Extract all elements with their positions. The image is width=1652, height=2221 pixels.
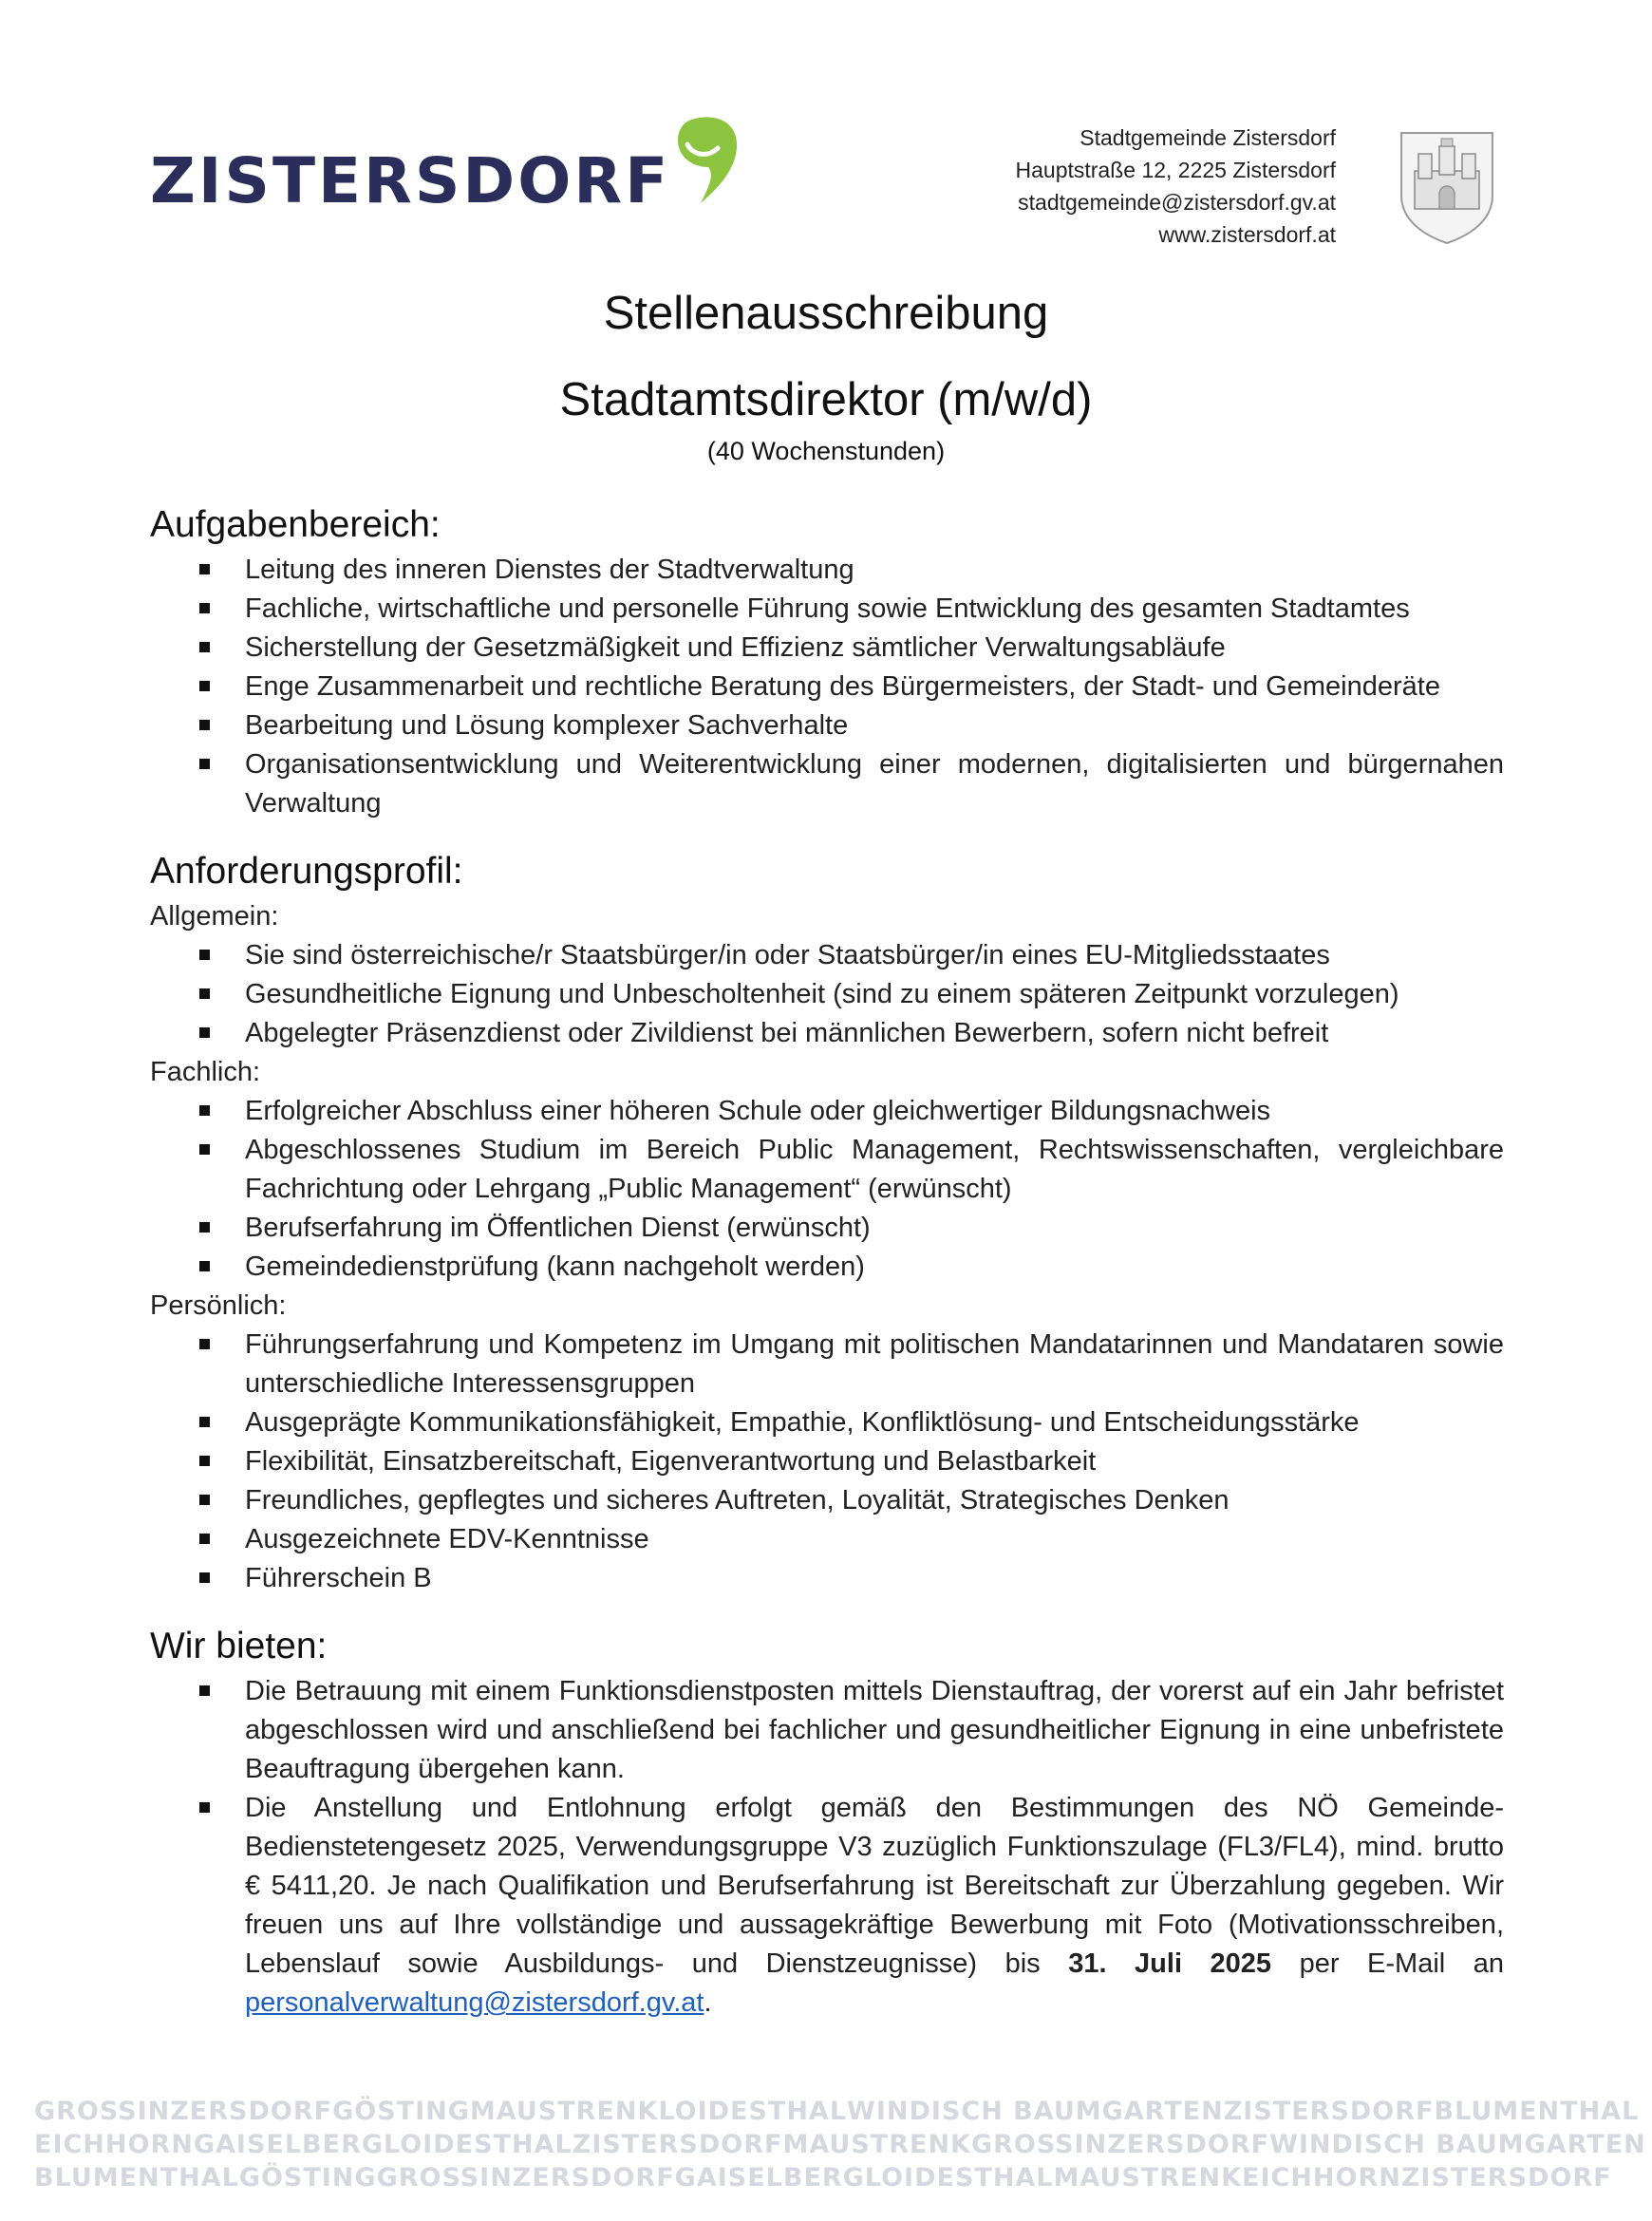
list-item: Führerschein B <box>245 1559 1504 1598</box>
town-name: MAUSTRENK <box>1053 2163 1243 2193</box>
town-name: GÖSTING <box>238 2163 377 2193</box>
footer-row <box>34 2095 1640 2128</box>
town-name: ZISTERSDORF <box>572 2130 783 2159</box>
leaf-smile-icon <box>663 112 742 216</box>
persoenlich-list <box>150 1326 1504 1598</box>
town-name: MAUSTRENK <box>782 2130 971 2159</box>
town-name: GAISELBERG <box>674 2163 865 2193</box>
list-item: Gemeindedienstprüfung (kann nachgeholt werden) <box>245 1248 1504 1287</box>
section-heading-anforderung: Anforderungsprofil: <box>150 851 463 892</box>
list-item: Erfolgreicher Abschluss einer höheren Schule oder gleichwertiger Bildungsnachweis <box>245 1092 1504 1131</box>
town-name: GROSSINZERSDORF <box>970 2130 1270 2159</box>
subheading-persoenlich: Persönlich: <box>150 1290 287 1321</box>
list-item: Organisationsentwicklung und Weiterentwicklung einer modernen, digitalisierten und bürgernahen Verwaltung <box>245 745 1504 823</box>
list-item: Berufserfahrung im Öffentlichen Dienst (erwünscht) <box>245 1209 1504 1248</box>
footer-town-names <box>34 2095 1646 2194</box>
town-name: ZISTERSDORF <box>1223 2097 1435 2126</box>
town-name: BLUMENTHAL <box>34 2163 239 2193</box>
logo-wordmark: ZISTERSDORF <box>150 144 671 217</box>
town-name: LOIDESTHAL <box>864 2163 1054 2193</box>
town-name: LOIDESTHAL <box>658 2097 848 2126</box>
section-heading-aufgaben: Aufgabenbereich: <box>150 504 441 545</box>
address-line: Hauptstraße 12, 2225 Zistersdorf <box>1015 158 1336 182</box>
town-name: GÖSTING <box>332 2097 470 2126</box>
list-item: Sie sind österreichische/r Staatsbürger/in oder Staatsbürger/in eines EU-Mitgliedsstaates <box>245 936 1504 975</box>
town-name: WINDISCH BAUMGARTEN <box>847 2097 1224 2126</box>
list-item <box>245 1789 1504 2023</box>
address-line: www.zistersdorf.at <box>1158 222 1336 247</box>
fachlich-list <box>150 1092 1504 1287</box>
zistersdorf-logo <box>150 112 739 216</box>
list-item: Abgelegter Präsenzdienst oder Zivildienst bei männlichen Bewerbern, sofern nicht befreit <box>245 1014 1504 1053</box>
list-item: Die Betrauung mit einem Funktionsdienstposten mittels Dienstauftrag, der vorerst auf ein Jahr befristet abgeschlossen wird und anschließend bei fachlicher und gesundheitlicher Eignung in eine unbefristete Beauftragung übergehen kann. <box>245 1672 1504 1789</box>
list-item: Leitung des inneren Dienstes der Stadtverwaltung <box>245 551 1504 590</box>
page-title: Stellenausschreibung <box>603 288 1049 339</box>
town-name: GAISELBERG <box>193 2130 385 2159</box>
list-item: Flexibilität, Einsatzbereitschaft, Eigenverantwortung und Belastbarkeit <box>245 1442 1504 1481</box>
offer-text-via: per E-Mail an <box>1271 1948 1504 1979</box>
offer-text-end: . <box>704 1987 712 2018</box>
list-item: Ausgezeichnete EDV-Kenntnisse <box>245 1520 1504 1559</box>
list-item: Ausgeprägte Kommunikationsfähigkeit, Empathie, Konfliktlösung- und Entscheidungsstärke <box>245 1403 1504 1442</box>
list-item: Bearbeitung und Lösung komplexer Sachverhalte <box>245 706 1504 745</box>
subheading-fachlich: Fachlich: <box>150 1057 261 1087</box>
list-item: Sicherstellung der Gesetzmäßigkeit und Effizienz sämtlicher Verwaltungsabläufe <box>245 629 1504 668</box>
email-link[interactable]: personalverwaltung@zistersdorf.gv.at <box>245 1987 704 2018</box>
address-line: stadtgemeinde@zistersdorf.gv.at <box>1018 190 1336 215</box>
footer-row <box>34 2128 1646 2161</box>
town-name: EICHHORN <box>34 2130 194 2159</box>
list-item: Enge Zusammenarbeit und rechtliche Beratung des Bürgermeisters, der Stadt- und Gemeinderäte <box>245 668 1504 706</box>
section-heading-bieten: Wir bieten: <box>150 1626 328 1666</box>
town-name: ZISTERSDORF <box>1400 2163 1612 2193</box>
weekly-hours: (40 Wochenstunden) <box>706 437 946 465</box>
bieten-list <box>150 1672 1504 2023</box>
town-name: WINDISCH BAUMGARTEN <box>1269 2130 1646 2159</box>
application-deadline: 31. Juli 2025 <box>1068 1948 1272 1979</box>
footer-row <box>34 2161 1612 2194</box>
list-item: Fachliche, wirtschaftliche und personelle Führung sowie Entwicklung des gesamten Stadtamtes <box>245 590 1504 629</box>
town-name: LOIDESTHAL <box>384 2130 573 2159</box>
position-title: Stadtamtsdirektor (m/w/d) <box>559 374 1093 425</box>
offer-text: Die Anstellung und Entlohnung erfolgt gemäß den Bestimmungen des NÖ Gemeinde-Bedienstetengesetz 2025, Verwendungsgruppe V3 zuzüglich Funktionszulage (FL3/FL4), mind. brutto € 5411,20. Je nach Qualifikation und Berufserfahrung ist Bereitschaft zur Überzahlung gegeben. Wir freuen uns auf Ihre vollständige und aussagekräftige Bewerbung mit Foto (Motivationsschreiben, Lebenslauf sowie Ausbildungs- und Dienstzeugnisse) bis <box>245 1793 1504 1979</box>
job-description <box>150 499 1504 2023</box>
aufgaben-list <box>150 551 1504 823</box>
town-name: GROSSINZERSDORF <box>34 2097 333 2126</box>
address-line: Stadtgemeinde Zistersdorf <box>1079 125 1336 150</box>
allgemein-list <box>150 936 1504 1053</box>
list-item: Gesundheitliche Eignung und Unbescholtenheit (sind zu einem späteren Zeitpunkt vorzulegen) <box>245 975 1504 1014</box>
list-item: Abgeschlossenes Studium im Bereich Public Management, Rechtswissenschaften, vergleichbare Fachrichtung oder Lehrgang „Public Management“ (erwünscht) <box>245 1131 1504 1209</box>
list-item: Führungserfahrung und Kompetenz im Umgang mit politischen Mandatarinnen und Mandataren sowie unterschiedliche Interessensgruppen <box>245 1326 1504 1403</box>
town-name: EICHHORN <box>1242 2163 1401 2193</box>
town-name: MAUSTRENK <box>469 2097 659 2126</box>
list-item: Freundliches, gepflegtes und sicheres Auftreten, Loyalität, Strategisches Denken <box>245 1481 1504 1520</box>
town-name: GROSSINZERSDORF <box>376 2163 675 2193</box>
address-block <box>1016 122 1337 251</box>
subheading-allgemein: Allgemein: <box>150 901 279 932</box>
town-name: BLUMENTHAL <box>1434 2097 1640 2126</box>
coat-of-arms-icon <box>1398 129 1496 247</box>
